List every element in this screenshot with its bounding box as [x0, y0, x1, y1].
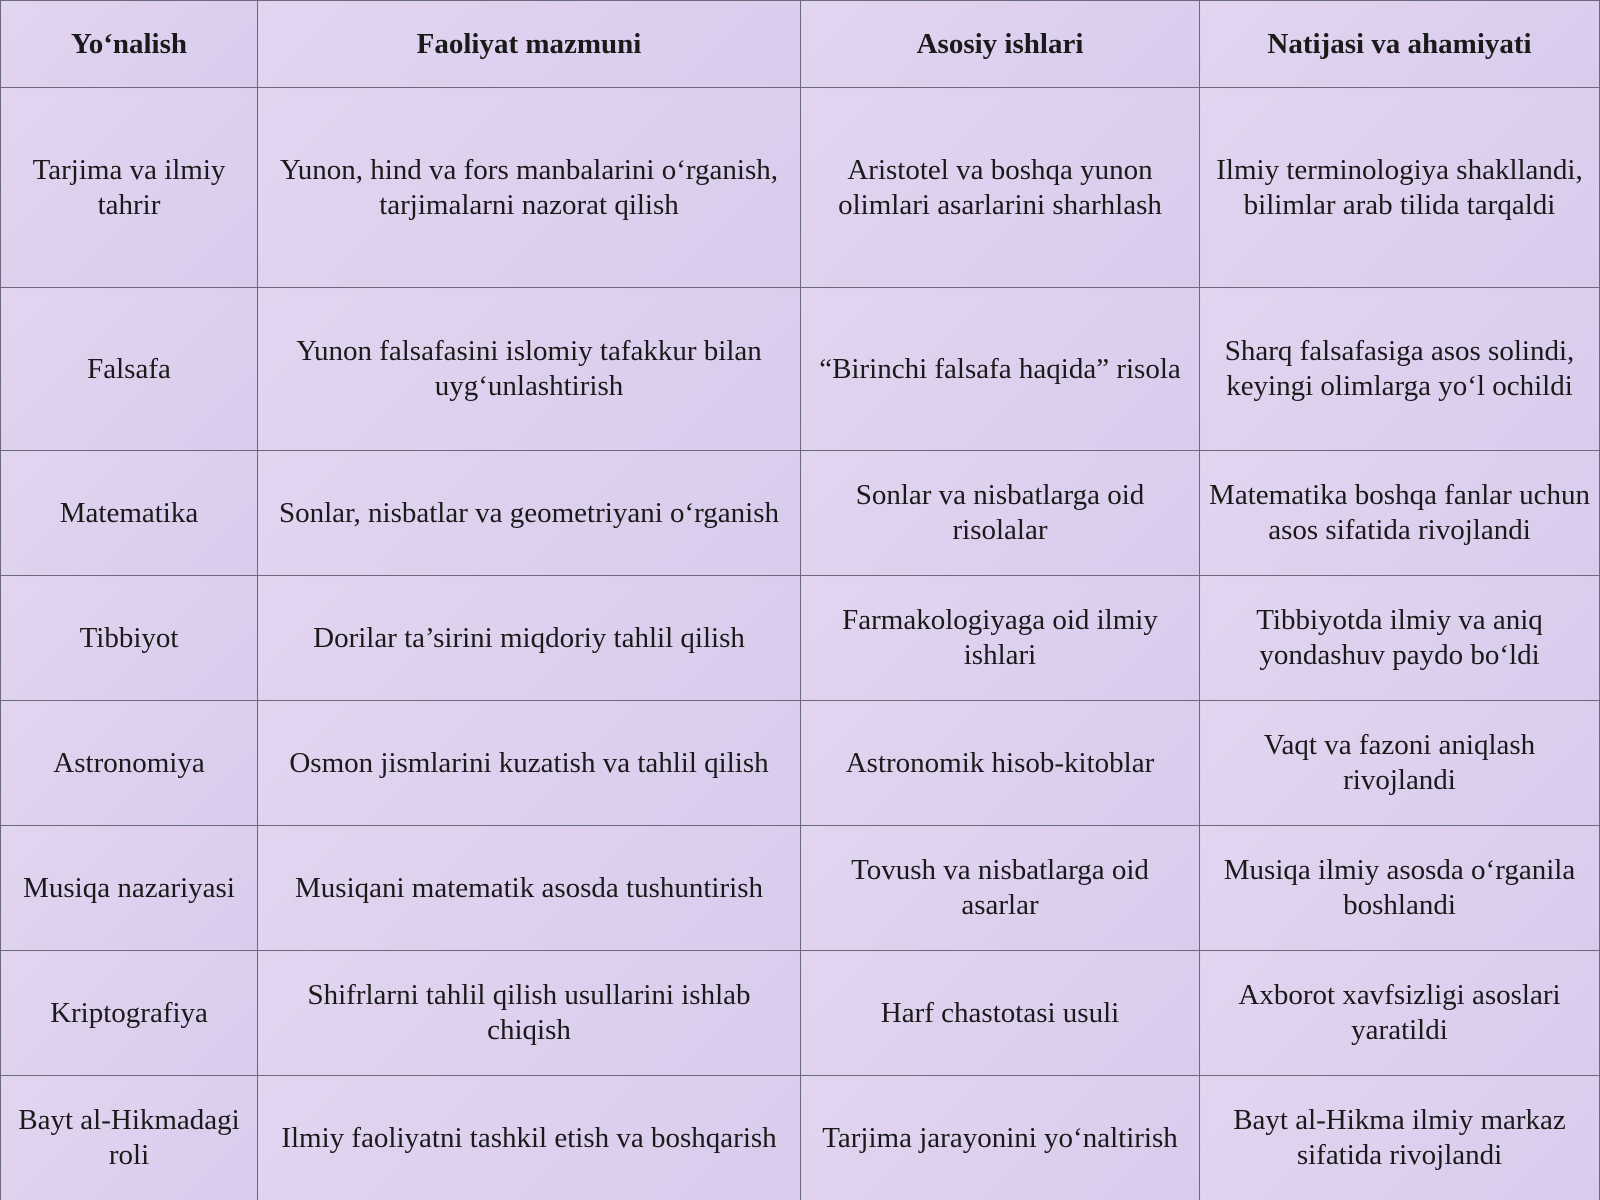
cell-result: Bayt al-Hikma ilmiy markaz sifatida rivojlandi [1200, 1076, 1600, 1200]
cell-activity: Shifrlarni tahlil qilish usullarini ishlab chiqish [258, 951, 801, 1076]
cell-works: Astronomik hisob-kitoblar [801, 701, 1200, 826]
cell-works: Sonlar va nisbatlarga oid risolalar [801, 451, 1200, 576]
cell-activity: Osmon jismlarini kuzatish va tahlil qilish [258, 701, 801, 826]
cell-works: Aristotel va boshqa yunon olimlari asarlarini sharhlash [801, 88, 1200, 288]
cell-direction: Kriptografiya [1, 951, 258, 1076]
cell-result: Tibbiyotda ilmiy va aniq yondashuv paydo bo‘ldi [1200, 576, 1600, 701]
cell-direction: Tarjima va ilmiy tahrir [1, 88, 258, 288]
cell-direction: Falsafa [1, 288, 258, 451]
cell-works: Harf chastotasi usuli [801, 951, 1200, 1076]
cell-works: Farmakologiyaga oid ilmiy ishlari [801, 576, 1200, 701]
cell-activity: Dorilar ta’sirini miqdoriy tahlil qilish [258, 576, 801, 701]
cell-direction: Matematika [1, 451, 258, 576]
cell-activity: Ilmiy faoliyatni tashkil etish va boshqarish [258, 1076, 801, 1200]
cell-direction: Musiqa nazariyasi [1, 826, 258, 951]
cell-works: Tovush va nisbatlarga oid asarlar [801, 826, 1200, 951]
table-row [1, 451, 1600, 576]
cell-direction: Tibbiyot [1, 576, 258, 701]
table-row [1, 88, 1600, 288]
table-row [1, 701, 1600, 826]
table-row [1, 826, 1600, 951]
cell-result: Ilmiy terminologiya shakllandi, bilimlar arab tilida tarqaldi [1200, 88, 1600, 288]
table-row [1, 1076, 1600, 1200]
table-row [1, 288, 1600, 451]
table-row [1, 576, 1600, 701]
cell-direction: Bayt al-Hikmadagi roli [1, 1076, 258, 1200]
header-main-works: Asosiy ishlari [801, 1, 1200, 88]
cell-works: “Birinchi falsafa haqida” risola [801, 288, 1200, 451]
cell-activity: Yunon, hind va fors manbalarini o‘rganish, tarjimalarni nazorat qilish [258, 88, 801, 288]
cell-result: Vaqt va fazoni aniqlash rivojlandi [1200, 701, 1600, 826]
cell-result: Musiqa ilmiy asosda o‘rganila boshlandi [1200, 826, 1600, 951]
cell-result: Matematika boshqa fanlar uchun asos sifatida rivojlandi [1200, 451, 1600, 576]
header-activity-content: Faoliyat mazmuni [258, 1, 801, 88]
cell-result: Sharq falsafasiga asos solindi, keyingi olimlarga yo‘l ochildi [1200, 288, 1600, 451]
cell-activity: Yunon falsafasini islomiy tafakkur bilan uyg‘unlashtirish [258, 288, 801, 451]
cell-direction: Astronomiya [1, 701, 258, 826]
cell-result: Axborot xavfsizligi asoslari yaratildi [1200, 951, 1600, 1076]
cell-works: Tarjima jarayonini yo‘naltirish [801, 1076, 1200, 1200]
cell-activity: Sonlar, nisbatlar va geometriyani o‘rganish [258, 451, 801, 576]
header-result-significance: Natijasi va ahamiyati [1200, 1, 1600, 88]
table-row [1, 951, 1600, 1076]
header-direction: Yo‘nalish [1, 1, 258, 88]
table-header-row [1, 1, 1600, 88]
cell-activity: Musiqani matematik asosda tushuntirish [258, 826, 801, 951]
